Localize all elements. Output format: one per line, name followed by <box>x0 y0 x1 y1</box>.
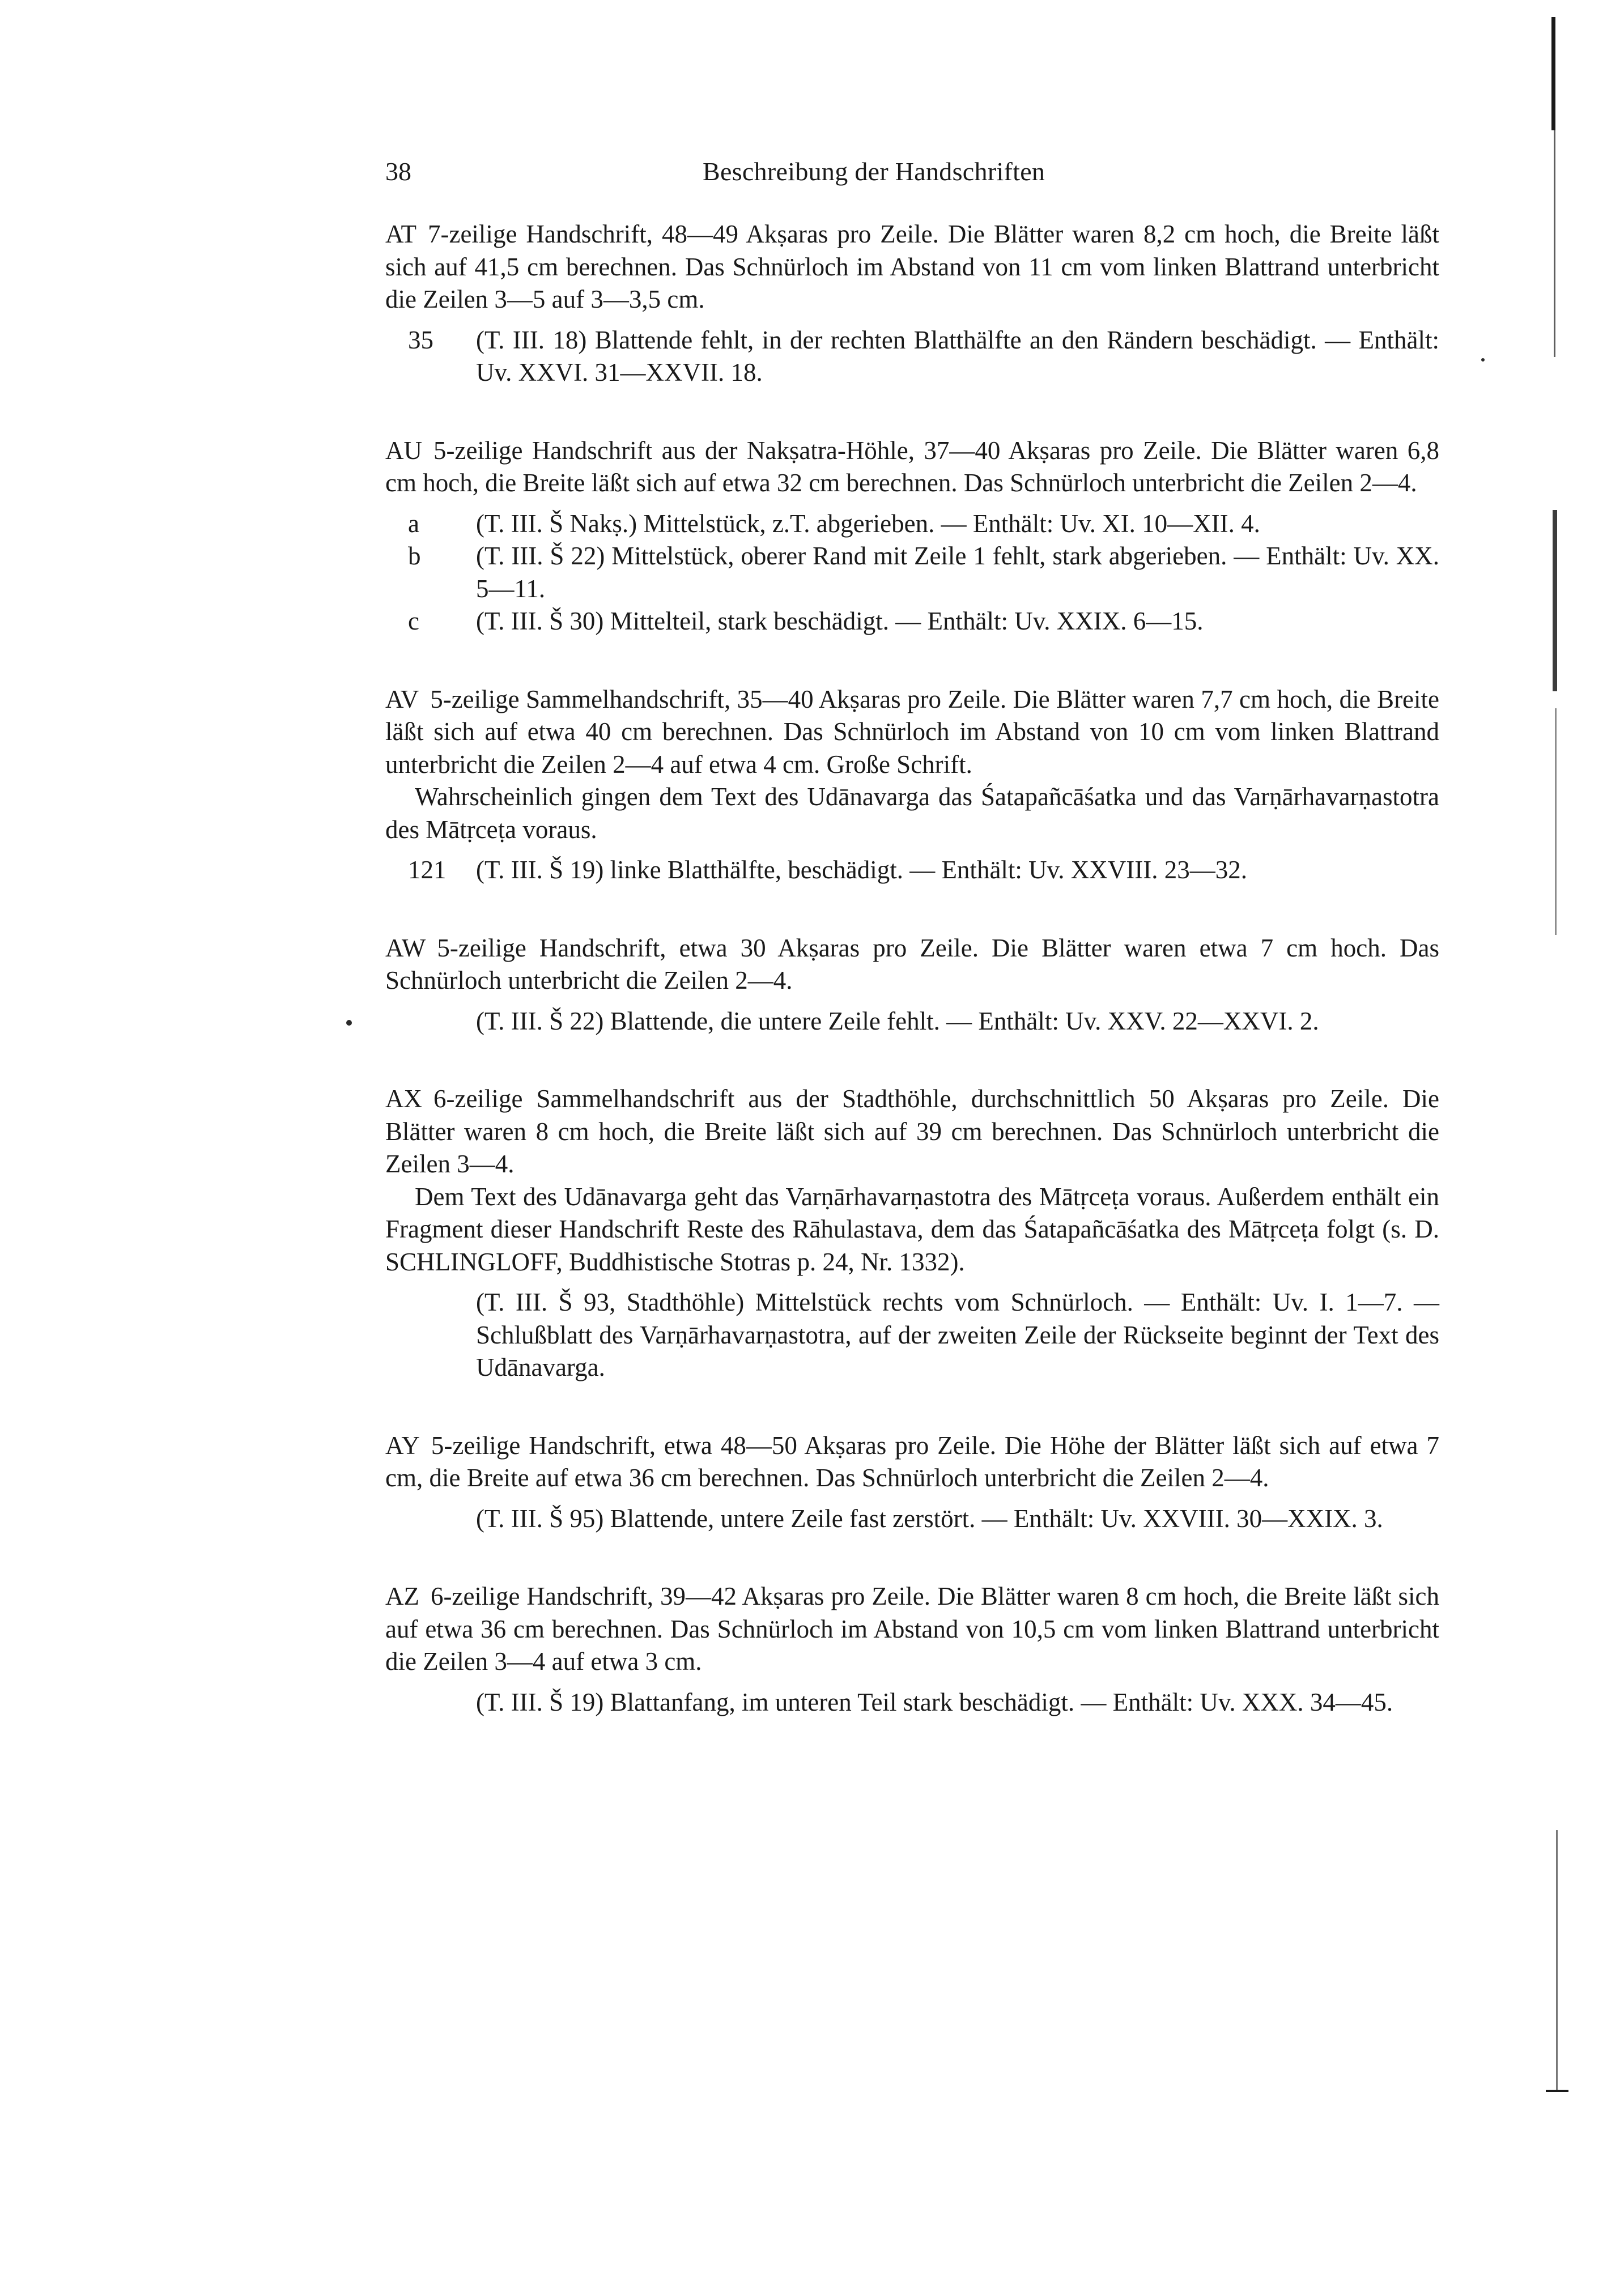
manuscript-entry-ax <box>385 1083 1439 1384</box>
description-text: 5-zeilige Handschrift aus der Nakṣatra-Höhle, 37—40 Akṣaras pro Zeile. Die Blätter waren 6,8 cm hoch, die Breite läßt sich auf etwa 32 cm berechnen. Das Schnürloch unterbricht die Zeilen 2—4. <box>385 436 1439 497</box>
fragment-text: (T. III. Š Nakṣ.) Mittelstück, z.T. abgerieben. — Enthält: Uv. XI. 10—XII. 4. <box>476 509 1260 538</box>
fragment-label <box>385 1503 476 1536</box>
entry-description <box>385 218 1439 316</box>
page-header <box>385 152 1439 192</box>
scan-edge-line <box>1556 1830 1558 2091</box>
manuscript-siglum: AY <box>385 1431 420 1460</box>
fragment-text: (T. III. Š 95) Blattende, untere Zeile fast zerstört. — Enthält: Uv. XXVIII. 30—XXIX. 3. <box>476 1504 1383 1533</box>
manuscript-siglum: AU <box>385 436 422 465</box>
entry-description <box>385 1430 1439 1495</box>
manuscript-entry-av <box>385 683 1439 887</box>
running-head: Beschreibung der Handschriften <box>703 157 1045 186</box>
manuscript-entry-au <box>385 435 1439 638</box>
scan-edge-line <box>1553 510 1557 691</box>
fragment-entry <box>385 605 1439 638</box>
fragment-text: (T. III. Š 30) Mittelteil, stark beschädigt. — Enthält: Uv. XXIX. 6—15. <box>476 607 1204 635</box>
description-text: 5-zeilige Handschrift, etwa 48—50 Akṣaras pro Zeile. Die Höhe der Blätter läßt sich auf etwa 7 cm, die Breite auf etwa 36 cm berechnen. Das Schnürloch unterbricht die Zeilen 2—4. <box>385 1431 1439 1492</box>
fragment-entry <box>385 508 1439 541</box>
fragment-label: 121 <box>408 856 447 884</box>
entry-description <box>385 932 1439 997</box>
entry-description <box>385 435 1439 500</box>
manuscript-siglum: AW <box>385 933 426 962</box>
fragment-label <box>385 1005 476 1038</box>
fragment-text: (T. III. Š 93, Stadthöhle) Mittelstück rechts vom Schnürloch. — Enthält: Uv. I. 1—7. — Schlußblatt des Varṇārhavarṇastotra, auf der zweiten Zeile der Rückseite beginnt der Text des Udānavarga. <box>476 1288 1439 1381</box>
entry-description <box>385 1083 1439 1181</box>
fragment-text: (T. III. Š 22) Blattende, die untere Zeile fehlt. — Enthält: Uv. XXV. 22—XXVI. 2. <box>476 1006 1319 1035</box>
fragment-label <box>385 1686 476 1719</box>
scan-speck <box>346 1020 352 1026</box>
entry-description <box>385 683 1439 781</box>
fragment-entry <box>385 1686 1439 1719</box>
fragment-entry <box>385 1286 1439 1384</box>
fragment-entry <box>385 1005 1439 1038</box>
scan-edge-line <box>1554 130 1555 357</box>
manuscript-entry-az <box>385 1580 1439 1719</box>
description-text: 5-zeilige Sammelhandschrift, 35—40 Akṣaras pro Zeile. Die Blätter waren 7,7 cm hoch, die Breite läßt sich auf etwa 40 cm berechnen. Das Schnürloch im Abstand von 10 cm vom linken Blattrand unterbricht die Zeilen 2—4 auf etwa 4 cm. Große Schrift. <box>385 684 1439 779</box>
fragment-label: 35 <box>408 325 433 354</box>
manuscript-entry-ay <box>385 1430 1439 1536</box>
fragment-label: a <box>408 509 419 538</box>
manuscript-entry-at <box>385 218 1439 389</box>
manuscript-siglum: AZ <box>385 1582 419 1610</box>
page-number: 38 <box>385 157 411 186</box>
description-text: 6-zeilige Sammelhandschrift aus der Stadthöhle, durchschnittlich 50 Akṣaras pro Zeile. Die Blätter waren 8 cm hoch, die Breite läßt sich auf 39 cm berechnen. Das Schnürloch unterbricht die Zeilen 3—4. <box>385 1085 1439 1178</box>
scan-edge-line <box>1555 708 1557 935</box>
scan-edge-line <box>1546 2090 1568 2092</box>
manuscript-siglum: AV <box>385 684 419 713</box>
manuscript-siglum: AX <box>385 1085 422 1113</box>
description-text: 7-zeilige Handschrift, 48—49 Akṣaras pro Zeile. Die Blätter waren 8,2 cm hoch, die Breite läßt sich auf 41,5 cm berechnen. Das Schnürloch im Abstand von 11 cm vom linken Blattrand unterbricht die Zeilen 3—5 auf 3—3,5 cm. <box>385 220 1439 313</box>
description-text: 6-zeilige Handschrift, 39—42 Akṣaras pro Zeile. Die Blätter waren 8 cm hoch, die Breite läßt sich auf etwa 36 cm berechnen. Das Schnürloch im Abstand von 10,5 cm vom linken Blattrand unterbricht die Zeilen 3—4 auf etwa 3 cm. <box>385 1582 1439 1676</box>
fragment-entry <box>385 324 1439 389</box>
entry-note: Dem Text des Udānavarga geht das Varṇārhavarṇastotra des Mātṛceṭa voraus. Außerdem enthält ein Fragment dieser Handschrift Reste des Rāhulastava, dem das Śatapañcāśatka des Mātṛceṭa folgt (s. D. SCHLINGLOFF, Buddhistische Stotras p. 24, Nr. 1332). <box>385 1182 1439 1276</box>
description-text: 5-zeilige Handschrift, etwa 30 Akṣaras pro Zeile. Die Blätter waren etwa 7 cm hoch. Das Schnürloch unterbricht die Zeilen 2—4. <box>385 933 1439 994</box>
manuscript-descriptions <box>385 218 1439 1719</box>
fragment-label: c <box>408 607 419 635</box>
fragment-entry <box>385 854 1439 887</box>
manuscript-entry-aw <box>385 932 1439 1038</box>
fragment-text: (T. III. 18) Blattende fehlt, in der rechten Blatthälfte an den Rändern beschädigt. — Enthält: Uv. XXVI. 31—XXVII. 18. <box>476 325 1439 386</box>
fragment-entry <box>385 1503 1439 1536</box>
entry-note: Wahrscheinlich gingen dem Text des Udānavarga das Śatapañcāśatka und das Varṇārhavarṇastotra des Mātṛceṭa voraus. <box>385 783 1439 844</box>
fragment-label: b <box>408 542 421 570</box>
scan-speck <box>1481 358 1485 362</box>
fragment-text: (T. III. Š 22) Mittelstück, oberer Rand mit Zeile 1 fehlt, stark abgerieben. — Enthält: Uv. XX. 5—11. <box>476 542 1439 603</box>
scan-edge-line <box>1551 17 1555 130</box>
fragment-entry <box>385 540 1439 605</box>
entry-description <box>385 1580 1439 1678</box>
fragment-text: (T. III. Š 19) linke Blatthälfte, beschädigt. — Enthält: Uv. XXVIII. 23—32. <box>476 856 1247 884</box>
manuscript-siglum: AT <box>385 220 416 248</box>
fragment-label <box>385 1286 476 1384</box>
fragment-text: (T. III. Š 19) Blattanfang, im unteren Teil stark beschädigt. — Enthält: Uv. XXX. 34—45. <box>476 1687 1393 1716</box>
